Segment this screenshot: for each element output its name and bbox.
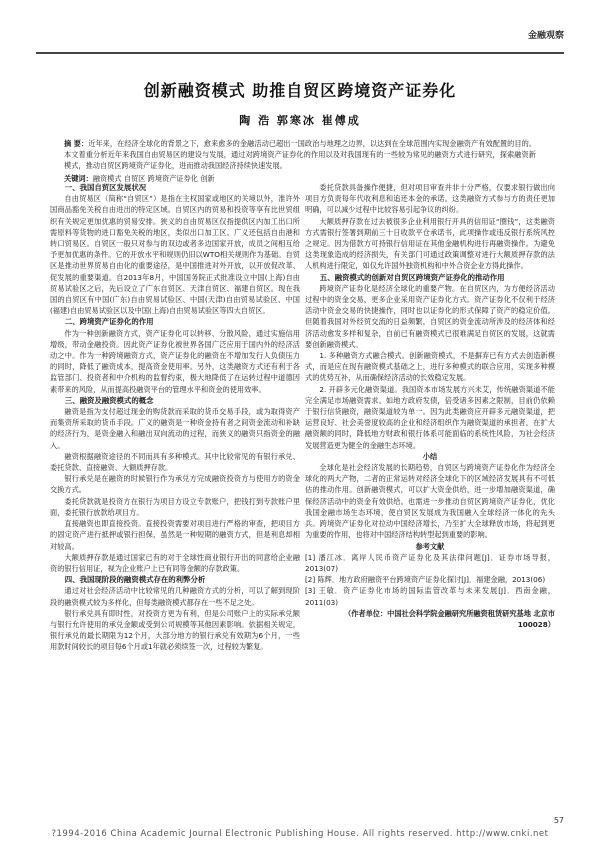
left-column <box>50 182 300 653</box>
right-subheading: 小结 <box>422 451 438 461</box>
right-heading: 五、融资模式的创新对自贸区跨境资产证券化的推动作用 <box>319 272 505 282</box>
left-paragraph: 银行承兑是在融资的时候银行作为承兑方完成融资投资方与使用方的资金交换方式。 <box>50 474 300 495</box>
copyright-footer: ?1994-2016 China Academic Journal Electronic Publishing House. All rights reserved. http://www.cnki.net <box>51 829 549 839</box>
right-subheading: 参考文献 <box>415 541 445 551</box>
right-paragraph: 跨境资产证券化是经济全球化的重要产物。在自贸区内，为方便经济活动过程中的资金交易，更多企业采用资产证券化方式。资产证券化不仅利于经济活动中资金交易的快捷操作，同时也以证券化的形式保障了资产的稳定价值。但随着我国对外经贸交流的日益频繁，自贸区的资金流动所涉及的经济体和经济活动愈发多样和复杂，自前已有融资模式已很难满足自贸区的发展，这就需要创新融资模式。 <box>305 283 555 349</box>
keywords-text: 融资模式 自贸区 跨境资产证券化 创新 <box>92 174 215 183</box>
right-reference: [3] 王敏．资产证券化市场的国际监管改革与未来发展[J]．西南金融，2011(03) <box>305 586 555 607</box>
abstract-label: 摘 要： <box>64 139 89 148</box>
abstract-block <box>64 138 536 184</box>
left-paragraph: 直接融资也即直接投资。直接投资需要对项目进行严格的审查，把项目方的固定资产进行抵押或银行担保，虽然是一种短期的融资方式，但是利息却相对较高。 <box>50 519 300 551</box>
right-paragraph: 1. 多种融资方式融合模式。创新融资模式，不是摒弃已有方式去创造新模式，而是应在现有融资模式基础之上，进行多种模式的联合应用，实现多种模式的优势互补，从而确保经济活动的长效稳定发展。 <box>305 351 555 383</box>
right-paragraph: 2. 开辟多元化融资渠道。我国资本市场发展方兴未艾，传统融资渠道不能完全满足市场融资需求。如地方政府发债，倍受诸多因素之限制，目前仍依赖于银行信贷融资，融资渠道较为单一。因为此类融资应开辟多元融资渠道，把运营良好、社会美誉度较高的企业和经济组织作为融资渠道的承担者，在扩大融资额的同时，降低地方财政和银行体系可能面临的系统性风险，为社会经济发展营造更为健全的金融生态环境。 <box>305 384 555 450</box>
right-column <box>305 182 555 630</box>
page-number: 57 <box>553 816 564 825</box>
right-author-affiliation: （作者单位：中国社会科学院金融研究所融资租赁研究基地 北京市 100028） <box>344 608 555 629</box>
right-paragraph: 委托贷款具备操作便捷，但对项目审查并非十分严格，仅要求银行做出向项目方负责每年代收利息和追还本金的承诺。这类融资方式参与方的责任更加明确，可以减少过程中比较容易引起争议的纠纷。 <box>305 183 555 215</box>
left-heading: 三、融资及融资模式的概念 <box>64 395 154 405</box>
left-paragraph: 通过对社会经济活动中比较常见的几种融资方式的分析，可以了解到现阶段的融资模式较为多样化，但每类融资模式都存在一些不足之处。 <box>50 586 300 607</box>
section-label: 金融观察 <box>527 31 564 41</box>
article-title: 创新融资模式 助推自贸区跨境资产证券化 <box>143 81 457 100</box>
right-paragraph: 全球化是社会经济发展的长期趋势，自贸区与跨境资产证券化作为经济全球化的两大产物，二者的正常运转对经济全球化下的区域经济发展具有不可低估的推动作用。创新融资模式，可以扩大资金供给，进一步增加融资渠道，确保经济活动中的资金有效供给。也需进一步推动自贸区跨境资产证券化，优化我国金融市场生态环境，使自贸区发展成为我国融入全球经济一体化的先头兵。跨境资产证券化对拉动中国经济增长，乃至扩大全球释放市场，将起到更为重要的作用，也将对中国经济结构转型起到重要的影响。 <box>305 463 555 540</box>
left-paragraph: 作为一种创新融资方式，资产证券化可以转移、分散风险，通过实施信用增级，带动金融投资。因此资产证券化被世界各国广泛应用于国内外的经济活动之中。作为一种跨境融资方式，资产证券化的融资在不增加发行人负债压力的同时，降低了融资成本，提高资金使用率。另外，这类融资方式还有利于各监管部门、投资者和中介机构的监督约束，极大地降低了在运转过程中道德因素带来的风险，从而提高投融资平台的管理水平和资金的使用效率。 <box>50 328 300 394</box>
left-heading: 四、我国现阶段的融资模式存在的利弊分析 <box>64 575 206 585</box>
left-paragraph: 大额质押存款是通过国家已有的对于全球性商业银行开出的同意给企业融资的银行信用证，视为企业账户上已有同等金额的存款政策。 <box>50 552 300 573</box>
left-paragraph: 银行承兑具有即时性，对投资方更为有利，但是公司账户上的实际承兑额与银行允许使用的承兑金额或受到公司规模等其他因素影响。依据相关规定，银行承兑的最长期限为12个月，大部分地方的银行承兑有效期为6个月，一些用款时间较长的项目每6个月或1年就必须续签一次，过程较为繁复。 <box>50 608 300 652</box>
left-paragraph: 委托贷款就是投资方在银行为项目方设立专款账户，把钱打到专款账户里面，委托银行放款给项目方。 <box>50 496 300 517</box>
left-heading: 一、我国自贸区发展状况 <box>64 183 147 192</box>
left-paragraph: 融资根据融资途径的不同而具有多种模式。其中比较常见的有银行承兑、委托贷款、直接融资、大额质押存款。 <box>50 451 300 473</box>
abstract-text: 近年来，在经济全球化的背景之下，愈来愈多的金融活动已超出一国政治与地理之边界，以达到在全球范围内实现金融资产有效配置的目的。本文着重分析近年来我国自由贸易区的建设与发展，通过对跨境资产证券化的作用以及对我国现有的一些较为常见的融资方式进行研究，探索融资新模式，推动自贸区跨境资产证券化，进而推动我国经济持续快速发展。 <box>64 139 536 170</box>
keywords-label: 关键词： <box>64 174 93 183</box>
left-paragraph: 自由贸易区（简称“自贸区”）是指在主权国家或地区的关境以外，准许外国商品豁免关税自由进出的特定区域。自贸区内的贸易和投资等享有比世贸组织有关规定更加优惠的贸易安排。狭义的自由贸易区仅指提供区内加工出口所需原料等货物的进口豁免关税的地区，类似出口加工区。广义还包括自由港和转口贸易区。自贸区一般只对参与的双边或者多边国家开放，成员之间相互给予更加优惠的条件。它的开放水平和规则仍旧以WTO相关规则作为基础。自贸区是推动世界贸易自由化的重要途径，是中国推进对外开放，以开放促改革、促发展的重要渠道。自2013年8月，中国国务院正式批准设立中国(上海)自由贸易试验区之后，先后设立了广东自贸区、天津自贸区、福建自贸区。现在我国的自贸区有中国(广东)自由贸易试验区、中国(天津)自由贸易试验区、中国(福建)自由贸易试验区以及中国(上海)自由贸易试验区等四大自贸区。 <box>50 194 300 316</box>
right-reference: [1] 潘江冰．离岸人民币资产证券化及其法律问题[J]．证券市场导报，2013(07) <box>305 552 555 573</box>
header-rule <box>36 38 564 54</box>
right-paragraph: 大额质押存款在过去被很多企业利用银行开具的信用证“圈钱”，这类融资方式需银行签署到期前三十日收款平仓承诺书，此项操作或违反银行系统风控之规定。因为借款方可持银行信用证在其他金融机构进行再融资操作。为避免这类现象造成的经济损失，有关部门可通过政策调整对进行大额质押存款的法人机构进行限定，如仅允许国外独资机构和中外合资企业方得此操作。 <box>305 216 555 271</box>
left-heading: 二、跨境资产证券化的作用 <box>64 317 154 327</box>
right-reference: [2] 陈辉．地方政府融资平台跨境资产证券化探讨[J]．福建金融，2013(06) <box>305 575 546 585</box>
left-paragraph: 融资是指为支付超过现金的购货款而采取的货币交易手段，或为取得资产而集资所采取的货币手段。广义的融资是一种资金持有者之间资金流动和补缺的经济行为，是资金融入和融出双向流动的过程，而狭义的融资只指资金的融入。 <box>50 407 300 450</box>
article-authors: 陶 浩 郭寒冰 崔傅成 <box>239 114 361 127</box>
